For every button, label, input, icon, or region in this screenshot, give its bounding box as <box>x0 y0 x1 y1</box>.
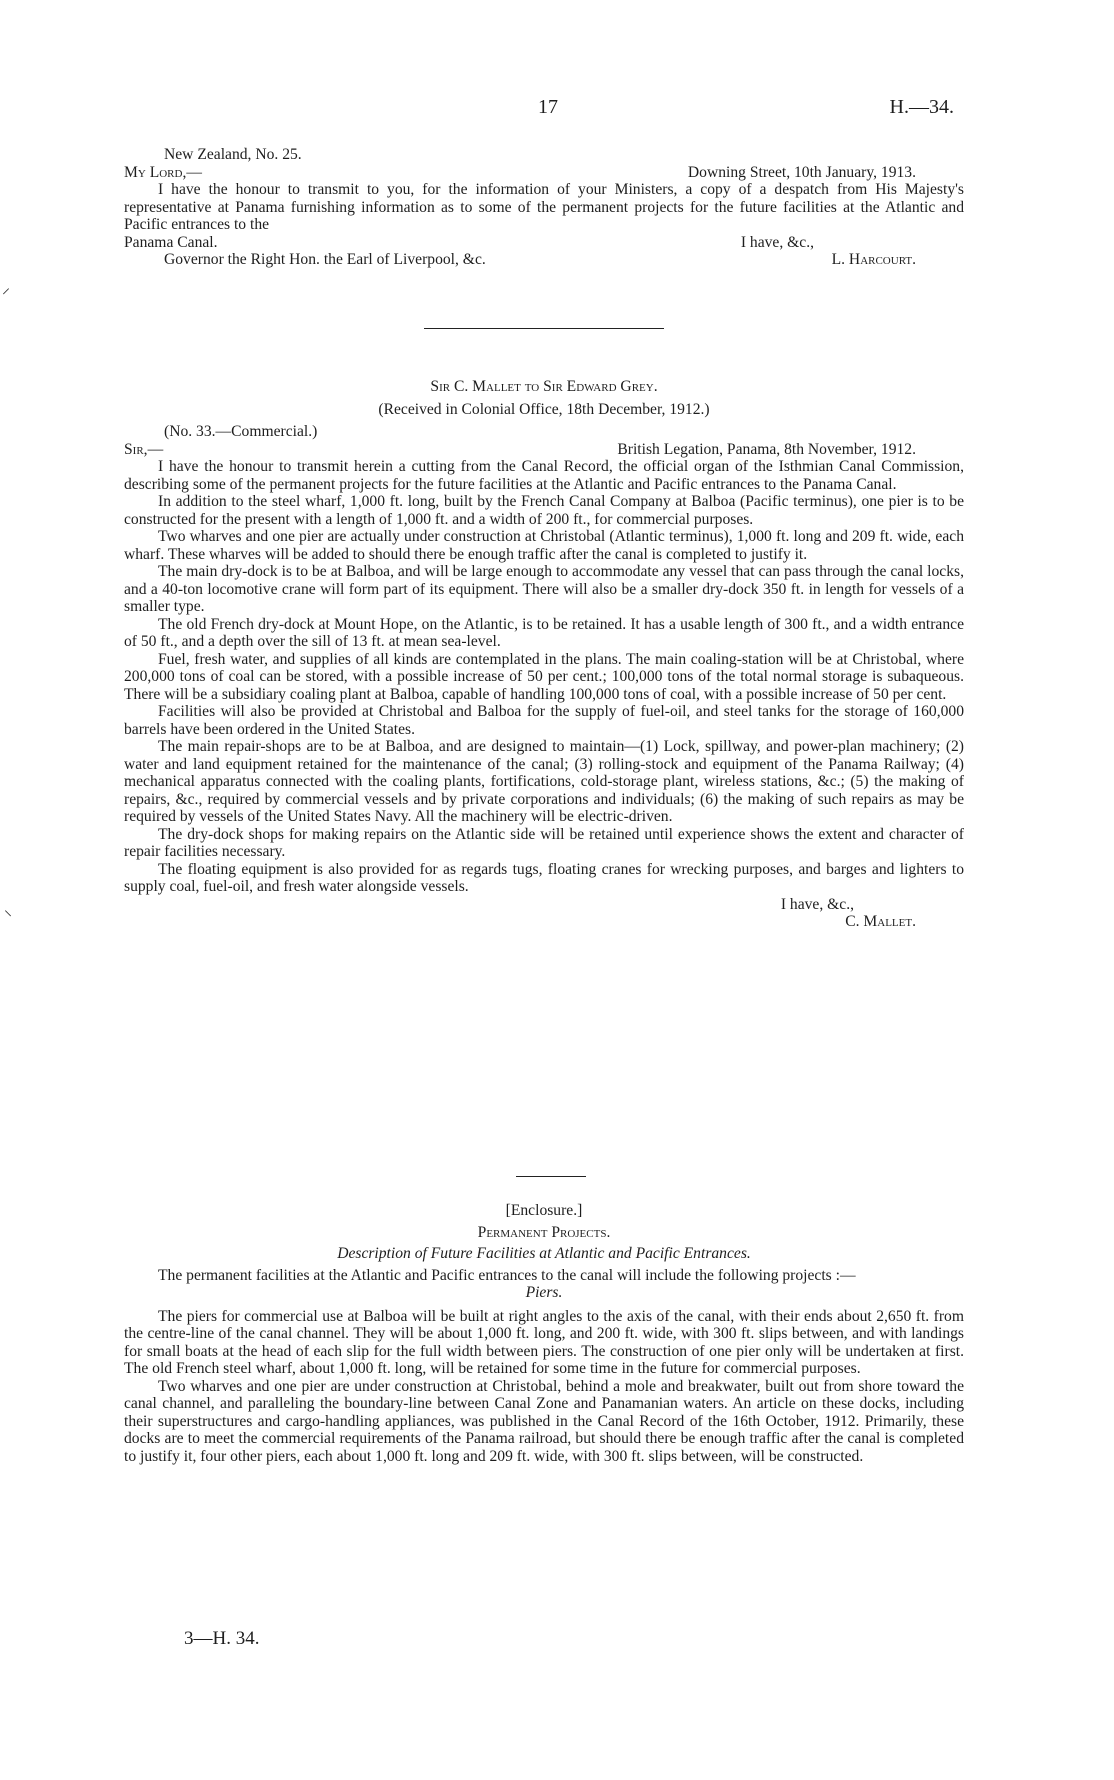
letter-heading: Sir C. Mallet to Sir Edward Grey. <box>430 378 658 395</box>
letter-paragraph: The old French dry-dock at Mount Hope, on the Atlantic, is to be retained. It has a usable length of 300 ft., and a width entrance of 50 ft., and a depth over the sill of 13 ft. at mean sea-level. <box>124 615 964 650</box>
salutation: Sir,— <box>124 440 164 458</box>
despatch-number: New Zealand, No. 25. <box>164 146 302 163</box>
letter-paragraph: The floating equipment is also provided for as regards tugs, floating cranes for wrecking purposes, and barges and lighters to supply coal, fuel-oil, and fresh water alongside vessels. <box>124 860 964 895</box>
salutation: My Lord,— <box>124 163 202 181</box>
enclosure-title: Permanent Projects. <box>477 1223 611 1241</box>
recipient: Governor the Right Hon. the Earl of Liverpool, &c. <box>164 251 486 268</box>
letter-paragraph: The dry-dock shops for making repairs on the Atlantic side will be retained until experience shows the extent and character of repair facilities necessary. <box>124 825 964 860</box>
letter-harcourt <box>124 146 964 269</box>
letter-body: I have the honour to transmit to you, for the information of your Ministers, a copy of a despatch from His Majesty's representative at Panama furnishing information as to some of the permanent projects for the future facilities at the Atlantic and Pacific entrances to the <box>124 181 964 233</box>
letter-paragraph: Fuel, fresh water, and supplies of all kinds are contemplated in the plans. The main coaling-station will be at Christobal, where 200,000 tons of coal can be stored, with a possible increase of 50 per cent.; 100,000 tons of the total normal storage is subaqueous. There will be a subsidiary coaling plant at Balboa, capable of handling 100,000 tons of coal, with a possible increase of 50 per cent. <box>124 650 964 703</box>
enclosure-label: [Enclosure.] <box>505 1202 583 1219</box>
letter-body-end: Panama Canal. <box>124 233 218 251</box>
letter-paragraph: The main repair-shops are to be at Balboa, and are designed to maintain—(1) Lock, spillway, and power-plan machinery; (2) water and land equipment retained for the maintenance of the canal; (3) rolling-stock and equipment of the Panama Railway; (4) mechanical apparatus connected with the coaling plants, fortifications, cold-storage plant, wireless stations, &c.; (5) the making of repairs, &c., required by commercial vessels and by private corporations and individuals; (6) the making of such repairs as may be required by vessels of the United States Navy. All the machinery will be electric-driven. <box>124 738 964 825</box>
section-heading: Piers. <box>525 1284 563 1301</box>
closing: I have, &c., <box>740 233 814 251</box>
page-number: 17 <box>538 96 558 118</box>
margin-mark: ⸜ <box>4 902 13 919</box>
enclosure <box>124 1202 964 1465</box>
received-note: (Received in Colonial Office, 18th December, 1912.) <box>378 400 710 418</box>
enclosure-paragraph: The piers for commercial use at Balboa will be built at right angles to the axis of the canal, with their ends about 2,650 ft. from the centre-line of the canal channel. They will be about 1,000 ft. long, and 200 ft. wide, with 300 ft. slips between, and with landings for small boats at the head of each slip for the full width between piers. The construction of one pier only will be undertaken at first. The old French steel wharf, about 1,000 ft. long, will be retained for some time in the future for commercial purposes. <box>124 1307 964 1377</box>
despatch-number: (No. 33.—Commercial.) <box>164 423 318 440</box>
document-reference: H.—34. <box>889 96 954 118</box>
enclosure-paragraph: Two wharves and one pier are under construction at Christobal, behind a mole and breakwater, built out from shore toward the canal channel, and paralleling the boundary-line between Canal Zone and Panamanian waters. An article on these docks, including their superstructures and cargo-handling appliances, was published in the Canal Record of the 16th October, 1912. Primarily, these docks are to meet the commercial requirements of the Panama railroad, but should there be enough traffic after the canal is completed to justify it, four other piers, each about 1,000 ft. long and 209 ft. wide, with 300 ft. slips between, will be constructed. <box>124 1377 964 1465</box>
address-date: Downing Street, 10th January, 1913. <box>687 163 916 181</box>
letter-mallet <box>124 378 964 931</box>
closing-row <box>124 234 964 252</box>
letter-paragraph: Facilities will also be provided at Christobal and Balboa for the supply of fuel-oil, and steel tanks for the storage of 160,000 barrels have been ordered in the United States. <box>124 703 964 738</box>
recipient-row <box>124 251 964 269</box>
letter-paragraph: Two wharves and one pier are actually under construction at Christobal (Atlantic terminus), 1,000 ft. long and 209 ft. wide, each wharf. These wharves will be added to should there be enough traffic after the canal is completed to justify it. <box>124 528 964 563</box>
letter-paragraph: The main dry-dock is to be at Balboa, and will be large enough to accommodate any vessel that can pass through the canal locks, and a 40-ton locomotive crane will form part of its equipment. There will also be a smaller dry-dock 350 ft. in length for vessels of a smaller type. <box>124 563 964 615</box>
section-divider <box>424 328 664 329</box>
enclosure-subtitle: Description of Future Facilities at Atlantic and Pacific Entrances. <box>337 1245 751 1262</box>
signature: C. Mallet. <box>845 913 916 930</box>
letter-paragraph: I have the honour to transmit herein a cutting from the Canal Record, the official organ of the Isthmian Canal Commission, describing some of the permanent projects for the future facilities at the Atlantic and Pacific entrances to the Panama Canal. <box>124 458 964 493</box>
signature-mark: 3—H. 34. <box>184 1628 260 1649</box>
enclosure-intro: The permanent facilities at the Atlantic and Pacific entrances to the canal will include the following projects :— <box>158 1266 856 1284</box>
salutation-row <box>124 441 964 459</box>
closing: I have, &c., <box>780 895 854 913</box>
address-date: British Legation, Panama, 8th November, 1912. <box>617 440 916 458</box>
margin-mark: ⸝ <box>2 280 11 297</box>
section-divider <box>516 1176 586 1177</box>
signature: L. Harcourt. <box>831 251 916 268</box>
letter-paragraph: In addition to the steel wharf, 1,000 ft. long, built by the French Canal Company at Balboa (Pacific terminus), one pier is to be constructed for the present with a length of 1,000 ft. and a width of 200 ft., for commercial purposes. <box>124 493 964 528</box>
salutation-row <box>124 164 964 182</box>
